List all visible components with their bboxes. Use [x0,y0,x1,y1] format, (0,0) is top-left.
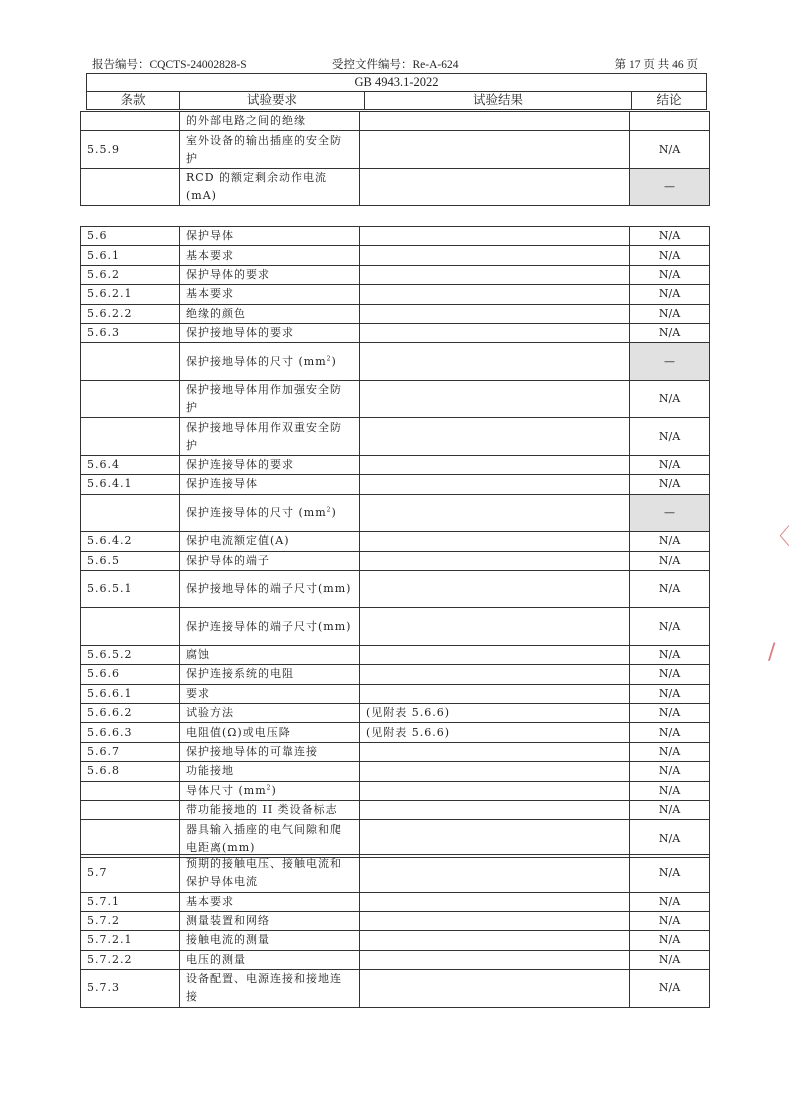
table-row [81,608,710,646]
clause-cell: 5.6.4.2 [81,532,180,551]
clause-cell: 5.6.1 [81,246,180,265]
clause-cell [81,820,180,858]
requirement-cell: 室外设备的输出插座的安全防护 [180,131,360,169]
seal-fragment: / [768,640,776,665]
clause-cell [81,343,180,381]
result-cell [360,494,630,532]
table-row [81,168,710,206]
verdict-cell: N/A [630,608,710,646]
result-cell [360,801,630,820]
result-cell [360,343,630,381]
result-cell [360,950,630,969]
clause-table [80,226,710,858]
result-cell [360,645,630,664]
clause-cell: 5.6.6 [81,665,180,684]
table-row [81,801,710,820]
clause-cell: 5.6.4 [81,455,180,474]
table-row [81,645,710,664]
clause-cell: 5.7.1 [81,892,180,911]
requirement-cell: 测量装置和网络 [180,911,360,930]
table-row [81,781,710,800]
verdict-cell: N/A [630,855,710,893]
verdict-cell: N/A [630,227,710,246]
requirement-cell: 的外部电路之间的绝缘 [180,112,360,131]
verdict-cell: N/A [630,931,710,950]
result-cell [360,762,630,781]
result-cell [360,246,630,265]
page-info: 第 17 页 共 46 页 [614,59,698,71]
table-row [81,820,710,858]
result-cell [360,970,630,1008]
table-row [81,227,710,246]
standard-title: GB 4943.1-2022 [87,74,707,92]
clause-cell: 5.6.5.1 [81,570,180,608]
requirement-cell: 保护接地导体的端子尺寸(mm) [180,570,360,608]
result-cell [360,781,630,800]
result-cell [360,168,630,206]
verdict-cell: N/A [630,304,710,323]
verdict-cell: N/A [630,475,710,494]
result-cell [360,684,630,703]
table-row [81,304,710,323]
table-row [81,855,710,893]
clause-cell [81,494,180,532]
clause-cell: 5.7.2.2 [81,950,180,969]
verdict-cell: N/A [630,704,710,723]
requirement-cell: 保护连接导体的尺寸 $(mm^2)$ [180,494,360,532]
table-row [81,911,710,930]
clause-cell [81,418,180,456]
verdict-cell: N/A [630,532,710,551]
verdict-cell: N/A [630,570,710,608]
table-row [81,323,710,342]
verdict-cell: N/A [630,820,710,858]
result-cell [360,551,630,570]
clause-cell [81,380,180,418]
clause-table [80,854,710,1008]
clause-cell: 5.6.2.1 [81,285,180,304]
table-row [81,380,710,418]
verdict-cell: N/A [630,911,710,930]
result-cell [360,820,630,858]
requirement-cell: 保护电流额定值(A) [180,532,360,551]
controlled-doc-number: 受控文件编号：Re-A-624 [332,59,459,71]
requirement-cell: 电压的测量 [180,950,360,969]
verdict-cell: N/A [630,781,710,800]
table-row [81,265,710,284]
table-row [81,532,710,551]
table-row [81,665,710,684]
verdict-cell: N/A [630,645,710,664]
result-cell [360,931,630,950]
verdict-cell: N/A [630,265,710,284]
clause-cell: 5.6.6.1 [81,684,180,703]
result-cell [360,380,630,418]
table-row [81,704,710,723]
clause-cell: 5.6.6.2 [81,704,180,723]
verdict-cell: N/A [630,762,710,781]
table-row [81,494,710,532]
requirement-cell: 器具输入插座的电气间隙和爬电距离(mm) [180,820,360,858]
result-cell [360,855,630,893]
clause-cell: 5.6.4.1 [81,475,180,494]
clause-cell: 5.6.5 [81,551,180,570]
requirement-cell: 基本要求 [180,285,360,304]
clause-cell [81,801,180,820]
verdict-cell: — [630,168,710,206]
requirement-cell: 保护接地导体的可靠连接 [180,742,360,761]
requirement-cell: 基本要求 [180,892,360,911]
clause-cell [81,112,180,131]
table-row [81,285,710,304]
requirement-cell: 绝缘的颜色 [180,304,360,323]
requirement-cell: 保护连接系统的电阻 [180,665,360,684]
verdict-cell: N/A [630,551,710,570]
clause-cell: 5.7.2 [81,911,180,930]
result-cell [360,112,630,131]
clause-cell: 5.7.2.1 [81,931,180,950]
clause-cell [81,781,180,800]
result-cell [360,665,630,684]
clause-table [80,111,710,206]
table-row [81,475,710,494]
requirement-cell: 预期的接触电压、接触电流和保护导体电流 [180,855,360,893]
clause-cell: 5.6.2 [81,265,180,284]
table-row [81,343,710,381]
verdict-cell: N/A [630,684,710,703]
table-row [81,762,710,781]
result-cell [360,911,630,930]
table-row [81,112,710,131]
verdict-cell: N/A [630,131,710,169]
requirement-cell: 设备配置、电源连接和接地连接 [180,970,360,1008]
table-row [81,418,710,456]
verdict-cell: N/A [630,892,710,911]
result-cell [360,131,630,169]
requirement-cell: 接触电流的测量 [180,931,360,950]
requirement-cell: 保护连接导体的要求 [180,455,360,474]
superscript: 2 [326,354,332,362]
requirement-cell: 保护导体的要求 [180,265,360,284]
requirement-cell: 电阻值(Ω)或电压降 [180,723,360,742]
requirement-cell: 导体尺寸 $(mm^2)$ [180,781,360,800]
column-header-requirement: 试验要求 [180,92,365,110]
table-row [81,551,710,570]
clause-cell [81,168,180,206]
table-row [81,684,710,703]
table-row [81,131,710,169]
requirement-cell: 保护连接导体 [180,475,360,494]
verdict-cell: N/A [630,418,710,456]
requirement-cell: 保护接地导体用作双重安全防护 [180,418,360,456]
verdict-cell: N/A [630,665,710,684]
result-cell [360,304,630,323]
clause-cell: 5.6.3 [81,323,180,342]
verdict-cell: N/A [630,742,710,761]
clause-cell [81,608,180,646]
result-cell [360,455,630,474]
verdict-cell: — [630,494,710,532]
clause-cell: 5.7.3 [81,970,180,1008]
verdict-cell: N/A [630,380,710,418]
table-row [81,570,710,608]
requirement-cell: 基本要求 [180,246,360,265]
verdict-cell: N/A [630,950,710,969]
requirement-cell: 要求 [180,684,360,703]
column-header-result: 试验结果 [365,92,632,110]
requirement-cell: 带功能接地的 II 类设备标志 [180,801,360,820]
result-cell [360,532,630,551]
requirement-cell: 保护接地导体用作加强安全防护 [180,380,360,418]
requirement-cell: 保护接地导体的尺寸 $(mm^2)$ [180,343,360,381]
clause-cell: 5.6.5.2 [81,645,180,664]
report-number: 报告编号：CQCTS-24002828-S [92,59,247,71]
clause-cell: 5.5.9 [81,131,180,169]
clause-cell: 5.7 [81,855,180,893]
verdict-cell [630,112,710,131]
result-cell [360,742,630,761]
table-row [81,931,710,950]
table-row [81,742,710,761]
table-row [81,455,710,474]
result-cell: (见附表 5.6.6) [360,723,630,742]
table-row [81,892,710,911]
superscript: 2 [326,506,332,514]
clause-cell: 5.6.7 [81,742,180,761]
table-row [81,950,710,969]
verdict-cell: N/A [630,323,710,342]
requirement-cell: 腐蚀 [180,645,360,664]
standard-header-table [86,73,707,110]
verdict-cell: N/A [630,285,710,304]
result-cell [360,892,630,911]
verdict-cell: N/A [630,723,710,742]
clause-cell: 5.6.6.3 [81,723,180,742]
table-row [81,723,710,742]
table-row [81,246,710,265]
page-header [86,56,706,72]
verdict-cell: N/A [630,455,710,474]
clause-cell: 5.6 [81,227,180,246]
result-cell [360,570,630,608]
table-row [81,970,710,1008]
result-cell [360,285,630,304]
requirement-cell: 保护接地导体的要求 [180,323,360,342]
requirement-cell: 试验方法 [180,704,360,723]
verdict-cell: N/A [630,246,710,265]
requirement-cell: 保护导体的端子 [180,551,360,570]
result-cell [360,418,630,456]
seal-fragment: 〈 [768,525,790,550]
requirement-cell: RCD 的额定剩余动作电流(mA) [180,168,360,206]
column-header-clause: 条款 [87,92,180,110]
verdict-cell: — [630,343,710,381]
column-header-verdict: 结论 [632,92,707,110]
result-cell [360,323,630,342]
verdict-cell: N/A [630,801,710,820]
requirement-cell: 保护导体 [180,227,360,246]
requirement-cell: 功能接地 [180,762,360,781]
result-cell [360,608,630,646]
superscript: 2 [266,784,272,792]
verdict-cell: N/A [630,970,710,1008]
clause-cell: 5.6.2.2 [81,304,180,323]
requirement-cell: 保护连接导体的端子尺寸(mm) [180,608,360,646]
result-cell [360,475,630,494]
result-cell [360,265,630,284]
clause-cell: 5.6.8 [81,762,180,781]
result-cell [360,227,630,246]
result-cell: (见附表 5.6.6) [360,704,630,723]
